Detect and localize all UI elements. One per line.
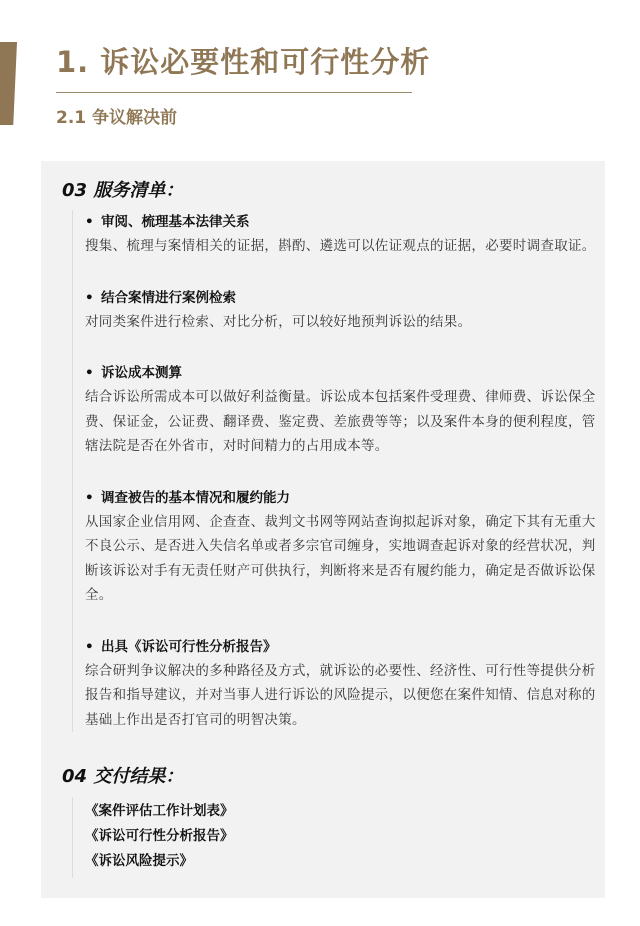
service-item xyxy=(85,210,603,259)
service-item-description: 搜集、梳理与案情相关的证据，斟酌、遴选可以佐证观点的证据，必要时调查取证。 xyxy=(85,238,596,254)
services-heading: 03 服务清单： xyxy=(62,180,184,201)
services-list xyxy=(72,210,603,732)
bullet-icon: • xyxy=(85,214,94,230)
service-item-title: • 出具《诉讼可行性分析报告》 xyxy=(85,635,603,659)
bullet-icon: • xyxy=(85,638,94,655)
service-item-description: 结合诉讼所需成本可以做好利益衡量。诉讼成本包括案件受理费、律师费、诉讼保全费、保证金，公证费、翻译费、鉴定费、差旅费等等；以及案件本身的便利程度，管辖法院是否在外省市，对时间精力的占用成本等。 xyxy=(85,389,596,454)
accent-bar xyxy=(0,42,17,125)
service-item-title: • 诉讼成本测算 xyxy=(85,361,603,385)
title-divider xyxy=(56,92,412,93)
deliverable-item: 《案件评估工作计划表》 xyxy=(85,803,234,819)
bullet-icon: • xyxy=(85,365,94,381)
service-item-description: 综合研判争议解决的多种路径及方式，就诉讼的必要性、经济性、可行性等提供分析报告和指导建议，并对当事人进行诉讼的风险提示，以便您在案件知情、信息对称的基础上作出是否打官司的明智决策。 xyxy=(85,662,596,728)
deliverables-heading: 04 交付结果： xyxy=(62,766,184,787)
bullet-icon: • xyxy=(85,289,94,306)
service-item-title: • 调查被告的基本情况和履约能力 xyxy=(85,486,603,510)
service-item-title: • 结合案情进行案例检索 xyxy=(85,286,603,310)
service-item xyxy=(85,635,603,733)
deliverables-list xyxy=(72,797,234,878)
deliverable-item: 《诉讼风险提示》 xyxy=(85,853,193,869)
bullet-icon: • xyxy=(85,489,94,506)
service-item-title: • 审阅、梳理基本法律关系 xyxy=(85,210,603,234)
deliverable-item: 《诉讼可行性分析报告》 xyxy=(85,828,234,844)
service-item-description: 从国家企业信用网、企查查、裁判文书网等网站查询拟起诉对象，确定下其有无重大不良公示、是否进入失信名单或者多宗官司缠身，实地调查起诉对象的经营状况，判断该诉讼对手有无责任财产可供执行，判断将来是否有履约能力，确定是否做诉讼保全。 xyxy=(85,513,596,603)
service-item xyxy=(85,361,603,459)
service-item xyxy=(85,286,603,335)
service-item xyxy=(85,486,603,608)
service-item-description: 对同类案件进行检索、对比分析，可以较好地预判诉讼的结果。 xyxy=(85,313,472,330)
page-title: 1. 诉讼必要性和可行性分析 xyxy=(56,45,431,79)
section-subtitle: 2.1 争议解决前 xyxy=(56,108,178,128)
